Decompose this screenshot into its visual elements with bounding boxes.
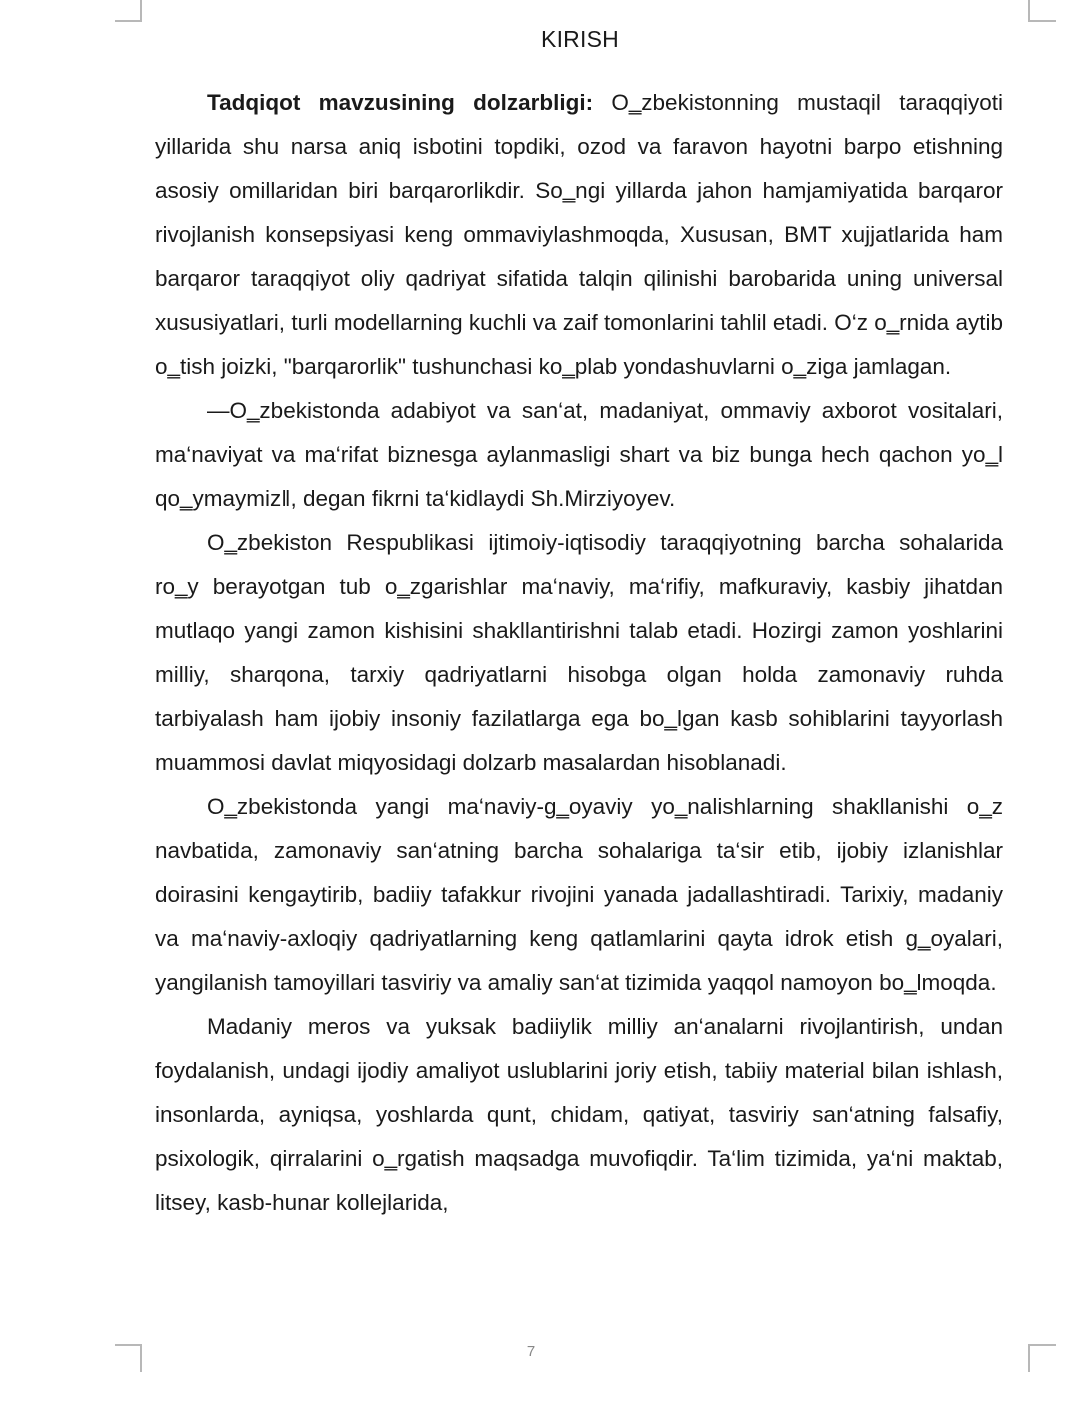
crop-mark-top-right [1028,0,1056,22]
paragraph-text: O‗zbekistonning mustaqil taraqqiyoti yillarida shu narsa aniq isbotini topdiki, ozod va faravon hayotni barpo etishning asosiy omillaridan biri barqarorlikdir. So‗ngi yillarda jahon hamjamiyatida barqaror rivojlanish konsepsiyasi keng ommaviylashmoqda, Xususan, BMT xujjatlarida ham barqaror taraqqiyot oliy qadriyat sifatida talqin qilinishi barobarida uning universal xususiyatlari, turli modellarning kuchli va zaif tomonlarini tahlil etadi. O‘z o‗rnida aytib o‗tish joizki, "barqarorlik" tushunchasi ko‗plab yondashuvlarni o‗ziga jamlagan. [155,90,1004,379]
page-title: KIRISH [541,26,619,52]
paragraph-text: O‗zbekistonda yangi ma‘naviy-g‗oyaviy yo‗nalishlarning shakllanishi o‗z navbatida, zamonaviy san‘atning barcha sohalariga ta‘sir etib, ijobiy izlanishlar doirasini kengaytirib, badiiy tafakkur rivojini yanada jadallashtiradi. Tarixiy, madaniy va ma‘naviy-axloqiy qadriyatlarning keng qatlamlarini qayta idrok etish g‗oyalari, yangilanish tamoyillari tasviriy va amaliy san‘at tizimida yaqqol namoyon bo‗lmoqda. [155,794,1003,995]
paragraph-3 [155,521,1003,785]
paragraph-text: Madaniy meros va yuksak badiiylik milliy an‘analarni rivojlantirish, undan foydalanish, undagi ijodiy amaliyot uslublarini joriy etish, tabiiy material bilan ishlash, insonlarda, ayniqsa, yoshlarda qunt, chidam, qatiyat, tasviriy san‘atning falsafiy, psixologik, qirralarini o‗rgatish maqsadga muvofiqdir. Ta‘lim tizimida, ya‘ni maktab, litsey, kasb-hunar kollejlarida, [155,1014,1003,1215]
paragraph-lead: Tadqiqot mavzusining dolzarbligi: [207,90,594,115]
crop-mark-top-left [115,0,142,22]
paragraph-2 [155,389,1003,521]
page-number: 7 [526,1343,536,1360]
paragraph-1 [155,81,1003,389]
paragraph-5 [155,1005,1003,1225]
paragraph-text: ―O‗zbekistonda adabiyot va san‘at, madaniyat, ommaviy axborot vositalari, ma‘naviyat va ma‘rifat biznesga aylanmasligi shart va biz bunga hech qachon yo‗l qo‗ymaymiz‖, degan fikrni ta‘kidlaydi Sh.Mirziyoyev. [155,398,1003,511]
document-body [155,81,1003,1225]
paragraph-4 [155,785,1003,1005]
paragraph-text: O‗zbekiston Respublikasi ijtimoiy-iqtisodiy taraqqiyotning barcha sohalarida ro‗y berayotgan tub o‗zgarishlar ma‘naviy, ma‘rifiy, mafkuraviy, kasbiy jihatdan mutlaqo yangi zamon kishisini shakllantirishni talab etadi. Hozirgi zamon yoshlarini milliy, sharqona, tarxiy qadriyatlarni hisobga olgan holda zamonaviy ruhda tarbiyalash ham ijobiy insoniy fazilatlarga ega bo‗lgan kasb sohiblarini tayyorlash muammosi davlat miqyosidagi dolzarb masalardan hisoblanadi. [155,530,1003,775]
